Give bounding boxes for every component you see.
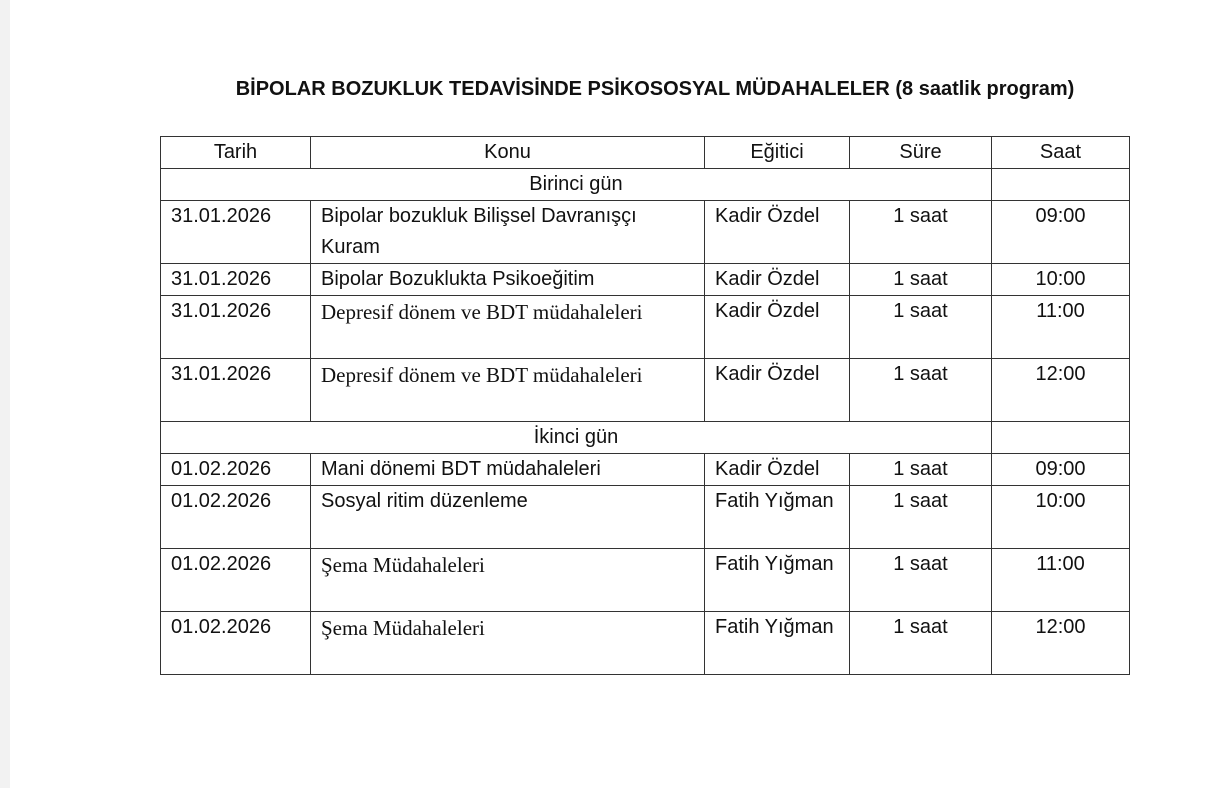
header-saat: Saat: [992, 137, 1130, 169]
day-row-empty-cell: [992, 422, 1130, 454]
cell-konu: Sosyal ritim düzenleme: [311, 486, 705, 549]
cell-tarih: 01.02.2026: [161, 612, 311, 675]
table-row: [161, 264, 1130, 296]
document-page: [10, 0, 1232, 788]
header-sure: Süre: [850, 137, 992, 169]
cell-sure: 1 saat: [850, 486, 992, 549]
cell-egitici: Kadir Özdel: [705, 454, 850, 486]
cell-tarih: 01.02.2026: [161, 486, 311, 549]
cell-egitici: Kadir Özdel: [705, 264, 850, 296]
cell-egitici: Fatih Yığman: [705, 486, 850, 549]
cell-saat: 11:00: [992, 296, 1130, 359]
cell-sure: 1 saat: [850, 264, 992, 296]
day-label-1: Birinci gün: [161, 169, 992, 201]
cell-saat: 10:00: [992, 264, 1130, 296]
cell-egitici: Kadir Özdel: [705, 296, 850, 359]
cell-tarih: 31.01.2026: [161, 264, 311, 296]
cell-tarih: 31.01.2026: [161, 296, 311, 359]
cell-konu: Bipolar bozukluk Bilişsel Davranışçı Kuram: [311, 201, 705, 264]
header-row: [161, 137, 1130, 169]
table-row: [161, 549, 1130, 612]
table-row: [161, 486, 1130, 549]
table-row: [161, 359, 1130, 422]
cell-konu: Mani dönemi BDT müdahaleleri: [311, 454, 705, 486]
cell-tarih: 31.01.2026: [161, 201, 311, 264]
cell-egitici: Fatih Yığman: [705, 549, 850, 612]
cell-konu-text: Depresif dönem ve BDT müdahaleleri: [321, 300, 643, 324]
cell-sure: 1 saat: [850, 359, 992, 422]
cell-saat: 10:00: [992, 486, 1130, 549]
cell-sure: 1 saat: [850, 454, 992, 486]
cell-konu: [311, 612, 705, 675]
cell-konu: [311, 549, 705, 612]
header-egitici: Eğitici: [705, 137, 850, 169]
cell-egitici: Kadir Özdel: [705, 201, 850, 264]
cell-sure: 1 saat: [850, 201, 992, 264]
cell-sure: 1 saat: [850, 296, 992, 359]
cell-konu-text: Şema Müdahaleleri: [321, 616, 485, 640]
table-row: [161, 201, 1130, 264]
cell-saat: 11:00: [992, 549, 1130, 612]
cell-saat: 09:00: [992, 454, 1130, 486]
cell-saat: 12:00: [992, 359, 1130, 422]
document-title: BİPOLAR BOZUKLUK TEDAVİSİNDE PSİKOSOSYAL MÜDAHALELER (8 saatlik program): [235, 78, 1075, 100]
cell-sure: 1 saat: [850, 549, 992, 612]
cell-egitici: Kadir Özdel: [705, 359, 850, 422]
schedule-table: [160, 136, 1130, 675]
header-tarih: Tarih: [161, 137, 311, 169]
day-row-2: [161, 422, 1130, 454]
header-konu: Konu: [311, 137, 705, 169]
cell-saat: 12:00: [992, 612, 1130, 675]
table-row: [161, 296, 1130, 359]
cell-sure: 1 saat: [850, 612, 992, 675]
cell-tarih: 31.01.2026: [161, 359, 311, 422]
day-row-1: [161, 169, 1130, 201]
cell-tarih: 01.02.2026: [161, 549, 311, 612]
day-row-empty-cell: [992, 169, 1130, 201]
cell-konu: [311, 296, 705, 359]
table-row: [161, 612, 1130, 675]
cell-konu-text: Şema Müdahaleleri: [321, 553, 485, 577]
table-row: [161, 454, 1130, 486]
day-label-2: İkinci gün: [161, 422, 992, 454]
cell-konu: [311, 359, 705, 422]
cell-konu: Bipolar Bozuklukta Psikoeğitim: [311, 264, 705, 296]
cell-saat: 09:00: [992, 201, 1130, 264]
cell-tarih: 01.02.2026: [161, 454, 311, 486]
cell-egitici: Fatih Yığman: [705, 612, 850, 675]
cell-konu-text: Depresif dönem ve BDT müdahaleleri: [321, 363, 643, 387]
